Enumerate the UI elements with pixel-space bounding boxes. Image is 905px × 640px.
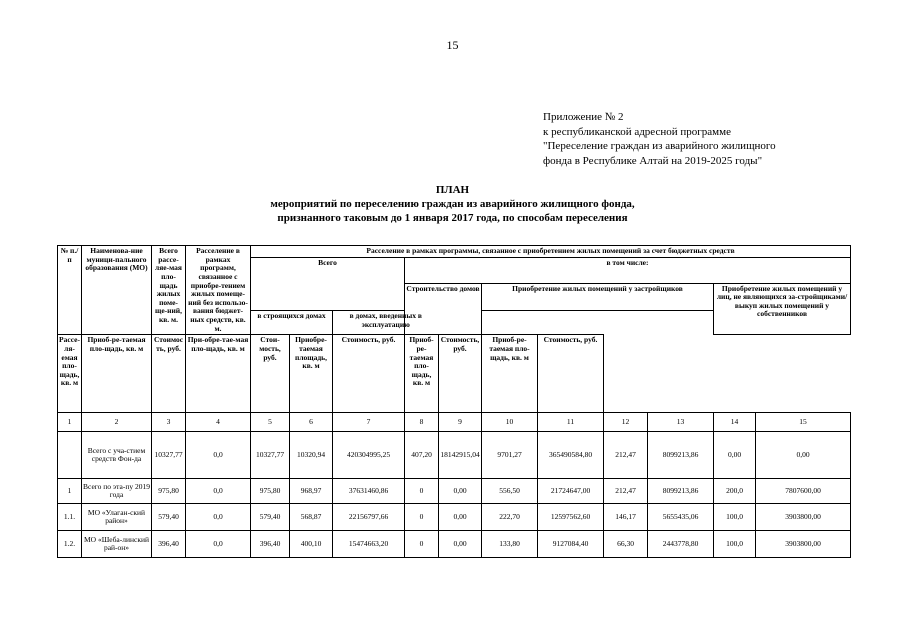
cell-priv-cost: 3903800,00 [756,504,851,531]
cell-resettled-area: 10327,77 [251,432,290,479]
column-number: 12 [604,413,648,432]
cell-comm-area: 66,30 [604,531,648,558]
cell-priv-cost: 0,00 [756,432,851,479]
cell-cost: 22156797,66 [333,504,405,531]
title-line: признанного таковым до 1 января 2017 года, по способам переселения [277,212,628,224]
cell-resettled-area: 396,40 [251,531,290,558]
table-row-ulagan [58,504,851,531]
appendix-line: к республиканской адресной программе [543,125,731,138]
cell-total-area: 975,80 [152,479,186,504]
cell-constr-cost: 0,00 [439,504,482,531]
resettlement-plan-table [57,245,851,558]
cell-dev-area: 133,80 [482,531,538,558]
appendix-line: Приложение № 2 [543,111,624,123]
cell-priv-area: 100,0 [714,531,756,558]
header-private-owners: Приобретение жилых помещений у лиц, не являющихся за-стройщиками/выкуп жилых помещений у собственников [714,283,851,335]
cell-resettled-area: 975,80 [251,479,290,504]
header-cost: Стоимость, руб. [152,335,186,413]
title-line: мероприятий по переселению граждан из аварийного жилищного фонда, [270,198,635,210]
row-label: Всего с уча-стием средств Фон-да [82,432,152,479]
header-non-budget: Расселение в рамках программ, связанное с приобре-тением жилых помеще-ний без использо-вания бюджет-ных средств, кв. м. [186,246,251,335]
header-comm-cost: Стоимость, руб. [439,335,482,413]
cell-priv-cost: 3903800,00 [756,531,851,558]
row-label: МО «Шеба-линский рай-он» [82,531,152,558]
page-number: 15 [446,38,459,52]
cell-comm-area: 212,47 [604,432,648,479]
header-total-area: Всего рассе-ляе-мая пло-щадь жилых поме-ще-ний, кв. м. [152,246,186,335]
column-number: 11 [538,413,604,432]
cell-non-budget: 0,0 [186,432,251,479]
header-from-developers: Приобретение жилых помещений у застройщиков [482,283,714,311]
cell-dev-cost: 12597562,60 [538,504,604,531]
cell-non-budget: 0,0 [186,504,251,531]
row-number: 1 [58,479,82,504]
column-number-row [58,413,851,432]
cell-acquired-area: 968,97 [290,479,333,504]
header-constr-cost: Стои-мость, руб. [251,335,290,413]
cell-dev-cost: 365490584,80 [538,432,604,479]
cell-dev-cost: 9127084,40 [538,531,604,558]
cell-acquired-area: 10320,94 [290,432,333,479]
cell-cost: 15474663,20 [333,531,405,558]
row-number: 1.1. [58,504,82,531]
cell-total-area: 579,40 [152,504,186,531]
header-mo-name: Наименова-ние муници-пального образования (МО) [82,246,152,335]
cell-comm-cost: 5655435,06 [648,504,714,531]
header-constr-area: При-обре-тае-мая пло-щадь, кв. м [186,335,251,413]
cell-dev-area: 222,70 [482,504,538,531]
cell-comm-area: 146,17 [604,504,648,531]
header-resettled-area: Рассе-ля-емая пло-щадь, кв. м [58,335,82,413]
cell-comm-cost: 8099213,86 [648,479,714,504]
cell-priv-area: 0,00 [714,432,756,479]
cell-dev-area: 556,50 [482,479,538,504]
cell-total-area: 396,40 [152,531,186,558]
cell-non-budget: 0,0 [186,531,251,558]
header-row [58,335,851,413]
header-in-that: в том числе: [405,257,851,283]
column-number: 2 [82,413,152,432]
cell-non-budget: 0,0 [186,479,251,504]
header-comm-area: Приоб-ре-таемая пло-щадь, кв. м [405,335,439,413]
cell-comm-cost: 8099213,86 [648,432,714,479]
cell-dev-cost: 21724647,00 [538,479,604,504]
cell-cost: 37631460,86 [333,479,405,504]
header-budget-group: Расселение в рамках программы, связанное с приобретением жилых помещений за счет бюджетных средств [251,246,851,258]
column-number: 8 [405,413,439,432]
table-row-stage-2019 [58,479,851,504]
cell-priv-area: 200,0 [714,479,756,504]
row-label: МО «Улаган-ский район» [82,504,152,531]
title-line: ПЛАН [435,184,470,196]
cell-comm-cost: 2443778,80 [648,531,714,558]
column-number: 6 [290,413,333,432]
cell-constr-area: 0 [405,531,439,558]
header-priv-cost: Стоимость, руб. [538,335,604,413]
header-row [58,246,851,258]
cell-acquired-area: 400,10 [290,531,333,558]
header-acquired-area: Приоб-ре-таемая пло-щадь, кв. м [82,335,152,413]
cell-constr-area: 0 [405,479,439,504]
cell-cost: 420304995,25 [333,432,405,479]
header-priv-area: Приоб-ре-таемая пло-щадь, кв. м [482,335,538,413]
cell-constr-area: 0 [405,504,439,531]
cell-constr-cost: 0,00 [439,531,482,558]
cell-priv-cost: 7807600,00 [756,479,851,504]
column-number: 14 [714,413,756,432]
column-number: 1 [58,413,82,432]
cell-constr-cost: 18142915,04 [439,432,482,479]
header-commissioned: в домах, введенных в эксплуатацию [333,311,439,335]
table-row-shebalino [58,531,851,558]
header-under-construction: в строящихся домах [251,311,333,335]
cell-total-area: 10327,77 [152,432,186,479]
column-number: 9 [439,413,482,432]
cell-priv-area: 100,0 [714,504,756,531]
table-row-total-fund [58,432,851,479]
column-number: 5 [251,413,290,432]
column-number: 7 [333,413,405,432]
header-vsego: Всего [251,257,405,311]
appendix-line: "Переселение граждан из аварийного жилищного [543,140,776,152]
cell-dev-area: 9701,27 [482,432,538,479]
document-title [0,183,905,225]
header-construction: Строительство домов [405,283,482,335]
appendix-line: фонда в Республике Алтай на 2019-2025 годы" [543,154,763,167]
column-number: 10 [482,413,538,432]
header-dev-cost: Стоимость, руб. [333,335,405,413]
column-number: 4 [186,413,251,432]
row-number [58,432,82,479]
cell-comm-area: 212,47 [604,479,648,504]
column-number: 3 [152,413,186,432]
cell-constr-cost: 0,00 [439,479,482,504]
cell-resettled-area: 579,40 [251,504,290,531]
header-dev-area: Приобре-таемая площадь, кв. м [290,335,333,413]
cell-acquired-area: 568,87 [290,504,333,531]
header-no: № п./п [58,246,82,335]
cell-constr-area: 407,20 [405,432,439,479]
column-number: 15 [756,413,851,432]
row-label: Всего по эта-пу 2019 года [82,479,152,504]
appendix-note [543,110,776,168]
row-number: 1.2. [58,531,82,558]
column-number: 13 [648,413,714,432]
